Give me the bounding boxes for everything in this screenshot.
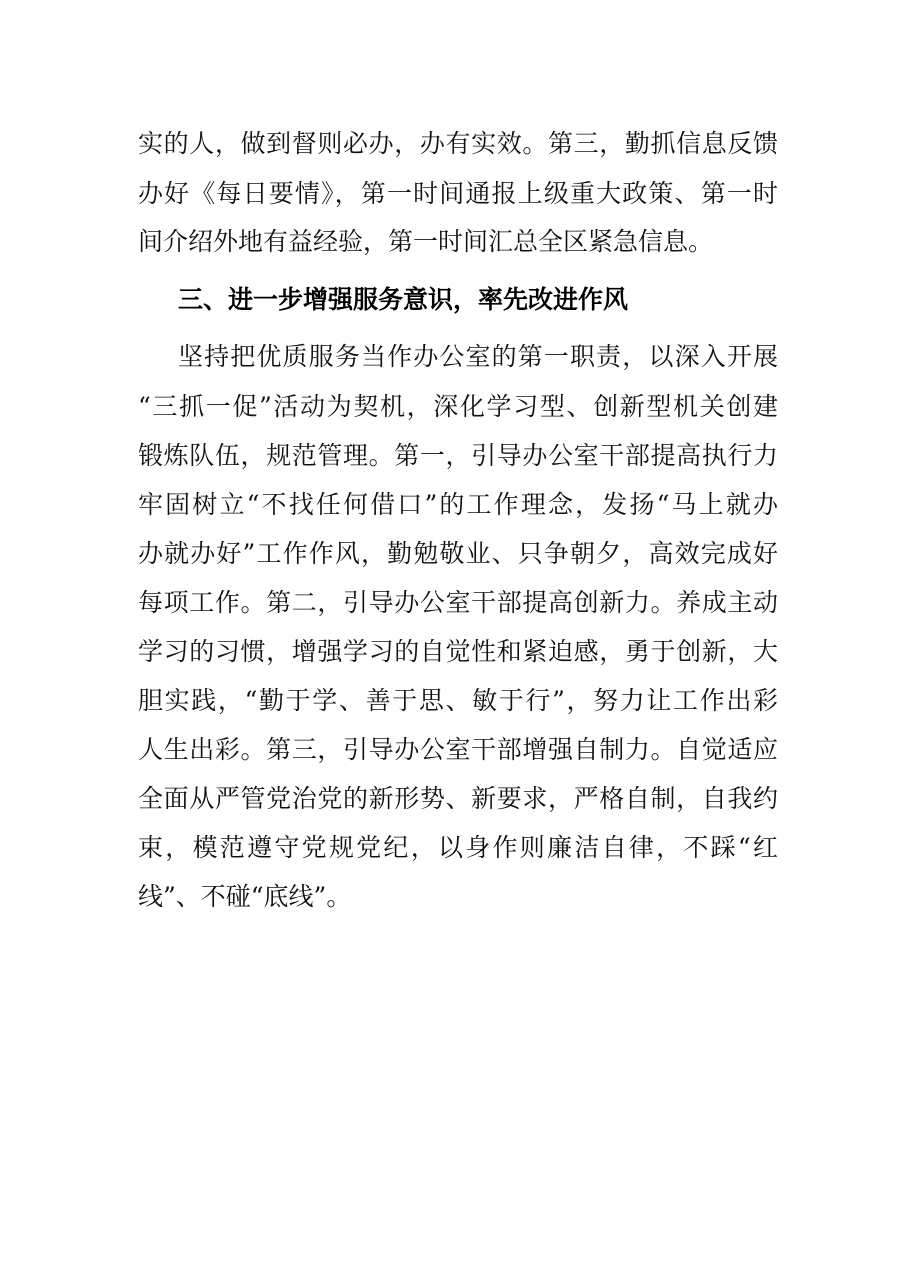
section-heading: 三、进一步增强服务意识，率先改进作风	[178, 285, 629, 314]
paragraph-2-line-2: “三抓一促”活动为契机，深化学习型、创新型机关创建	[138, 392, 778, 421]
paragraph-1-line-1: 实的人，做到督则必办，办有实效。第三，勤抓信息反馈	[138, 129, 778, 158]
paragraph-1-line-3: 间介绍外地有益经验，第一时间汇总全区紧急信息。	[138, 227, 714, 256]
paragraph-2-line-8: 胆实践，“勤于学、善于思、敏于行”，努力让工作出彩	[138, 686, 778, 715]
paragraph-2-line-11: 束，模范遵守党规党纪，以身作则廉洁自律，不踩“红	[138, 833, 778, 862]
paragraph-1-line-2: 办好《每日要情》，第一时间通报上级重大政策、第一时	[138, 179, 778, 208]
paragraph-2-line-5: 办就办好”工作作风，勤勉敬业、只争朝夕，高效完成好	[138, 539, 778, 568]
paragraph-2-line-1: 坚持把优质服务当作办公室的第一职责，以深入开展	[178, 342, 778, 371]
paragraph-2-line-12: 线”、不碰“底线”。	[138, 882, 352, 911]
paragraph-2-line-4: 牢固树立“不找任何借口”的工作理念，发扬“马上就办	[138, 490, 778, 519]
paragraph-2-line-3: 锻炼队伍，规范管理。第一，引导办公室干部提高执行力	[138, 441, 778, 470]
paragraph-2-line-9: 人生出彩。第三，引导办公室干部增强自制力。自觉适应	[138, 735, 778, 764]
paragraph-2-line-10: 全面从严管党治党的新形势、新要求，严格自制，自我约	[138, 784, 778, 813]
paragraph-2-line-7: 学习的习惯，增强学习的自觉性和紧迫感，勇于创新，大	[138, 637, 778, 666]
paragraph-2-line-6: 每项工作。第二，引导办公室干部提高创新力。养成主动	[138, 588, 778, 617]
